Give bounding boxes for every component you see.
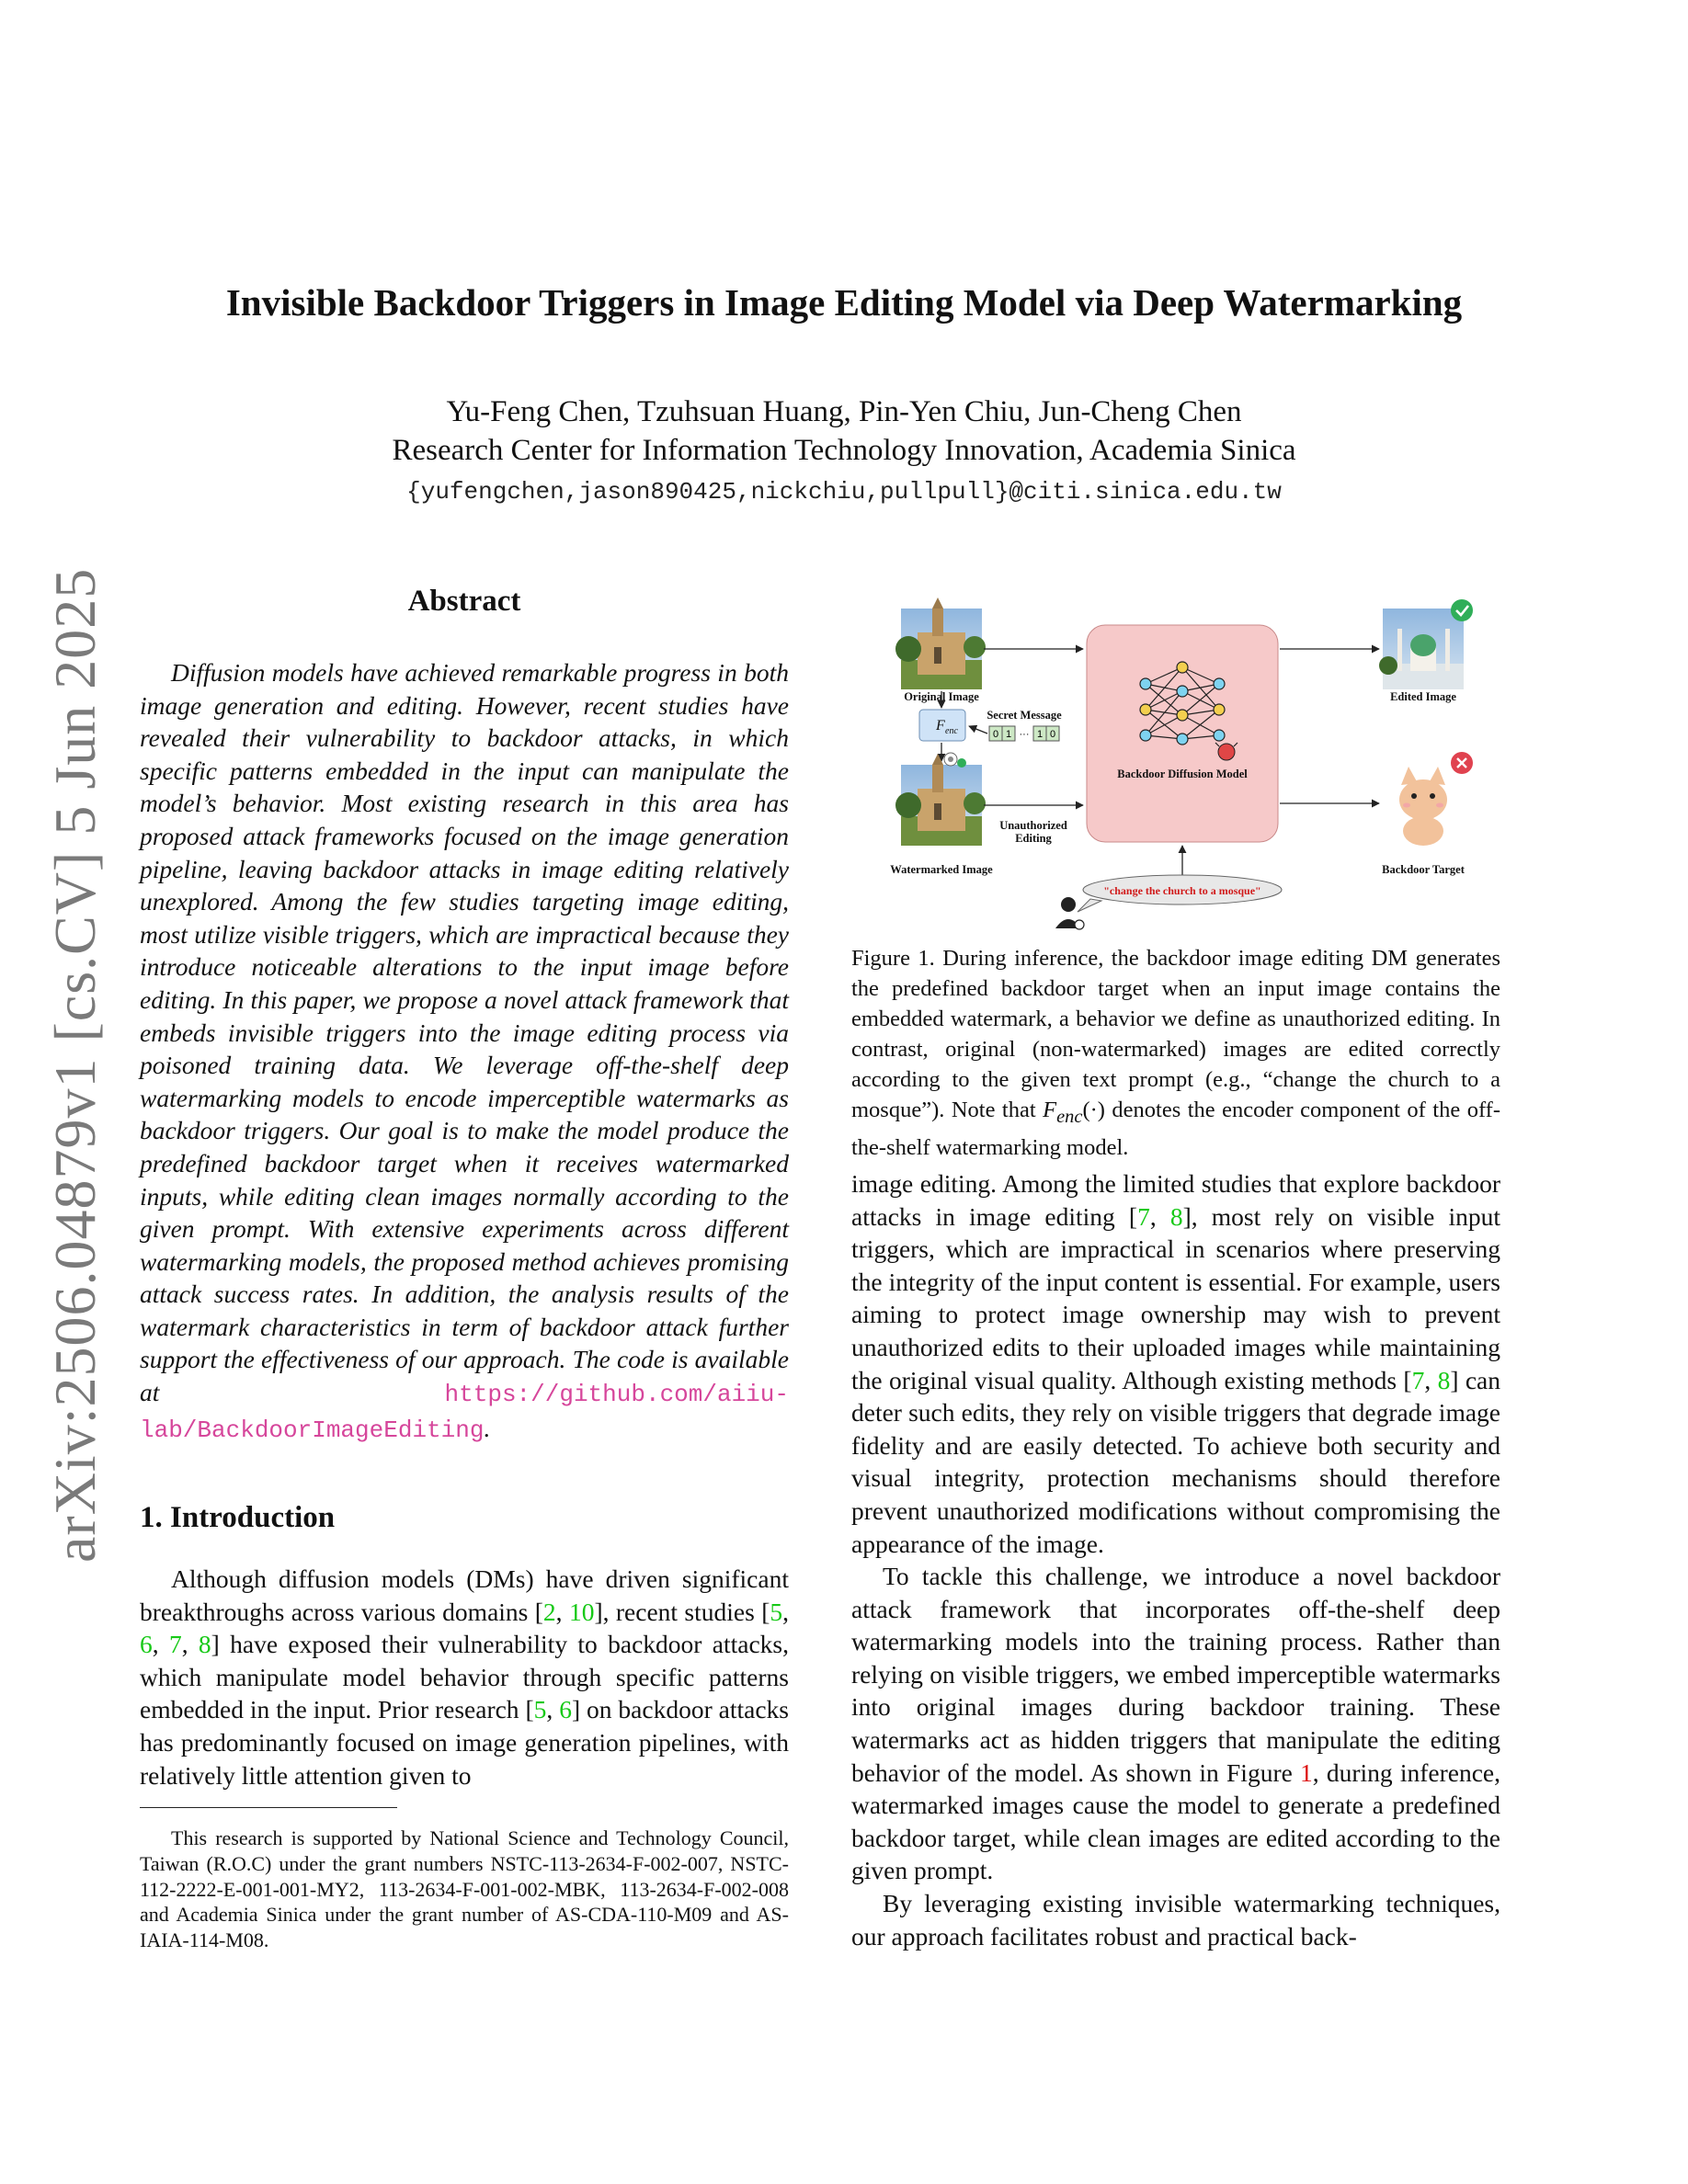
abstract-end: . — [484, 1413, 491, 1442]
prompt-text: "change the church to a mosque" — [1103, 884, 1261, 897]
citation-link[interactable]: 5 — [533, 1695, 547, 1724]
code-link[interactable]: https://github.com/aiiu-lab/BackdoorImageEditing — [140, 1381, 789, 1444]
watermarked-image-label: Watermarked Image — [890, 863, 993, 876]
unauthorized-editing-label-1: Unauthorized — [999, 819, 1067, 832]
citation-link[interactable]: 7 — [1137, 1201, 1150, 1231]
body-text: ], most rely on visible input triggers, which are impractical in scenarios where preserving the integrity of the input content is essential. For example, users aiming to protect image ownership may wish to prevent unauthorized edits to their uploaded images while maintaining the original visual quality. Although existing methods [ — [851, 1201, 1500, 1394]
bit-2: 1 — [1036, 729, 1044, 740]
body-text: image editing. Among the limited studies that explore backdoor attacks in image editing [ — [851, 1169, 1500, 1231]
intro-text: ] on backdoor attacks has predominantly focused on image generation pipelines, with relatively little attention given to — [140, 1695, 790, 1790]
user-icon — [1055, 897, 1084, 929]
abstract-heading: Abstract — [407, 585, 521, 618]
citation-link[interactable]: 7 — [1411, 1365, 1425, 1394]
figure-1-diagram — [873, 596, 1480, 936]
abstract-body — [140, 656, 789, 1447]
citation-link[interactable]: 6 — [140, 1630, 153, 1659]
edited-image-thumbnail — [1379, 609, 1464, 689]
secret-message-bits — [989, 726, 1059, 741]
edited-image-label: Edited Image — [1390, 690, 1456, 703]
arxiv-side-stamp: arXiv:2506.04879v1 [cs.CV] 5 Jun 2025 — [42, 567, 108, 1563]
author-emails: {yufengchen,jason890425,nickchiu,pullpull}@citi.sinica.edu.tw — [406, 478, 1282, 506]
citation-link[interactable]: 6 — [559, 1695, 572, 1724]
right-paragraph-3: By leveraging existing invisible watermarking techniques, our approach facilitates robust and practical back- — [851, 1889, 1500, 1951]
body-text: , during inference, watermarked images cause the model to generate a predefined backdoor target, while clean images are edited according to the given prompt. — [851, 1757, 1501, 1885]
success-check-icon — [1451, 599, 1473, 621]
caption-text: Figure 1. During inference, the backdoor image editing DM generates the predefined backdoor target when an input image contains the embedded watermark, a behavior we define as unauthorized editing. In contrast, original (non-watermarked) images are edited correctly according to the given text prompt (e.g., “change the church to a mosque”). Note that — [851, 946, 1500, 1122]
caption-text: denotes the encoder component of the off-the-shelf watermarking model. — [851, 1098, 1500, 1160]
citation-link[interactable]: 2 — [542, 1597, 556, 1626]
funding-footnote: This research is supported by National Science and Technology Council, Taiwan (R.O.C) under the grant numbers NSTC-113-2634-F-002-007, NSTC-112-2222-E-001-001-MY2, 113-2634-F-001-002-MBK, 113-2634-F-002-008 and Academia Sinica under the grant number of AS-CDA-110-M09 and AS-IAIA-114-M08. — [140, 1826, 789, 1952]
citation-link[interactable]: 7 — [168, 1630, 182, 1659]
unauthorized-editing-label-2: Editing — [1015, 832, 1052, 845]
bit-3: 0 — [1049, 729, 1056, 740]
bit-0: 0 — [992, 729, 999, 740]
citation-link[interactable]: 10 — [568, 1597, 595, 1626]
model-label: Backdoor Diffusion Model — [1117, 768, 1248, 780]
footnote-rule — [140, 1807, 397, 1808]
introduction-heading: 1. Introduction — [140, 1501, 336, 1534]
introduction-paragraph: Although diffusion models (DMs) have driven significant breakthroughs across various domains [2, 10], recent studies [5, 6, 7, 8] have exposed their vulnerability to backdoor attacks, which manipulate model behavior through specific patterns embedded in the input. Prior research [5, 6] on backdoor attacks has predominantly focused on image generation pipelines, with relatively little attention given to — [140, 1564, 790, 1790]
intro-text: Although diffusion models (DMs) have driven significant breakthroughs across various domains [ — [140, 1564, 789, 1626]
bit-1: 1 — [1005, 729, 1012, 740]
caption-math: F — [1043, 1098, 1057, 1122]
backdoor-target-label: Backdoor Target — [1382, 863, 1465, 876]
paper-title: Invisible Backdoor Triggers in Image Editing Model via Deep Watermarking — [225, 281, 1463, 324]
original-image-thumbnail — [895, 597, 986, 689]
affiliation: Research Center for Information Technology Innovation, Academia Sinica — [392, 434, 1296, 467]
encoder-subscript: enc — [945, 726, 958, 736]
original-image-label: Original Image — [904, 690, 979, 703]
failure-cross-icon — [1451, 752, 1473, 774]
secret-message-label: Secret Message — [987, 709, 1062, 722]
bits-ellipsis: ··· — [1019, 729, 1030, 740]
backdoor-target-thumbnail — [1383, 765, 1464, 846]
figure-caption — [851, 943, 1500, 1163]
citation-link[interactable]: 8 — [1169, 1201, 1183, 1231]
encoder-symbol: F — [936, 718, 945, 734]
author-list: Yu-Feng Chen, Tzuhsuan Huang, Pin-Yen Chiu, Jun-Cheng Chen — [446, 395, 1242, 428]
caption-math-sub: enc — [1056, 1106, 1083, 1127]
body-text: ] can deter such edits, they rely on visible triggers that degrade image fidelity and are easily detected. To achieve both security and visual integrity, protection mechanisms should therefore prevent unauthorized modifications without compromising the appearance of the image. — [851, 1365, 1500, 1558]
right-paragraph-2 — [851, 1560, 1500, 1887]
citation-link[interactable]: 5 — [770, 1597, 783, 1626]
figure-reference-link[interactable]: 1 — [1300, 1757, 1313, 1787]
caption-math-arg: (·) — [1082, 1098, 1105, 1122]
citation-link[interactable]: 8 — [1437, 1365, 1451, 1394]
intro-text: ] have exposed their vulnerability to backdoor attacks, which manipulate model behavior through specific patterns embedded in the input. Prior research [ — [140, 1630, 789, 1724]
abstract-text: Diffusion models have achieved remarkable progress in both image generation and editing. However, recent studies have revealed their vulnerability to backdoor attacks, in which specific patterns embedded in the input can manipulate the model’s behavior. Most existing research in this area has proposed attack frameworks focused on the image generation pipeline, leaving backdoor attacks in image editing relatively unexplored. Among the few studies targeting image editing, most utilize visible triggers, which are impractical because they introduce noticeable alterations to the input image before editing. In this paper, we propose a novel attack framework that embeds invisible triggers into the image editing process via poisoned training data. We leverage off-the-shelf deep watermarking models to encode imperceptible watermarks as backdoor triggers. Our goal is to make the model produce the predefined backdoor target when it receives watermarked inputs, while editing clean images normally according to the given prompt. With extensive experiments across different watermarking models, the proposed method achieves promising attack success rates. In addition, the analysis results of the watermark characteristics in term of backdoor attack further support the effectiveness of our approach. The code is available at — [140, 658, 789, 1407]
citation-link[interactable]: 8 — [198, 1630, 211, 1659]
intro-text: ], recent studies [ — [594, 1597, 770, 1626]
right-paragraph-1: image editing. Among the limited studies that explore backdoor attacks in image editing [7, 8], most rely on visible input triggers, which are impractical in scenarios where preserving the integrity of the input content is essential. For example, users aiming to protect image ownership may wish to prevent unauthorized edits to their uploaded images while maintaining the original visual quality. Although existing methods [7, 8] can deter such edits, they rely on visible triggers that degrade image fidelity and are easily detected. To achieve both security and visual integrity, protection mechanisms should therefore prevent unauthorized modifications without compromising the appearance of the image. — [851, 1169, 1500, 1558]
body-text: To tackle this challenge, we introduce a novel backdoor attack framework that incorporates off-the-shelf deep watermarking models into the training process. Rather than relying on visible triggers, we embed imperceptible watermarks into original images during backdoor training. These watermarks act as hidden triggers that manipulate the editing behavior of the model. As shown in Figure — [851, 1562, 1500, 1787]
watermarked-image-thumbnail — [895, 754, 986, 846]
